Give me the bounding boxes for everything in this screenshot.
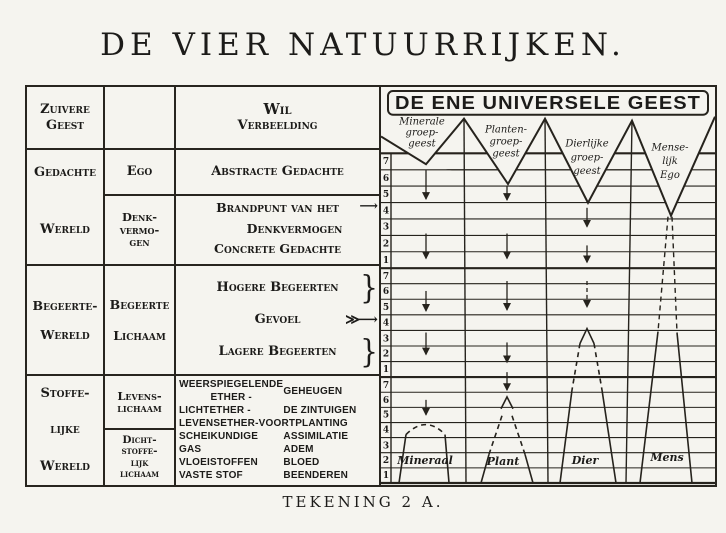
- four-kingdoms-table: [25, 85, 717, 487]
- ether-row: SCHEIKUNDIGE ASSIMILATIE: [179, 431, 349, 442]
- faculty-line: Hogere Begeerten }: [216, 268, 378, 307]
- plant-form-outline: [481, 397, 533, 483]
- faculty-line: Abstracte Gedachte: [211, 164, 344, 179]
- cell-zuivere-geest: [27, 87, 105, 150]
- cell-begeerte-wereld: [27, 266, 105, 376]
- ether-row: LICHTETHER - DE ZINTUIGEN: [179, 405, 357, 416]
- ether-row: WEERSPIEGELENDE ETHER - GEHEUGEN: [179, 379, 343, 403]
- ether-row: VLOEISTOFFEN BLOED: [179, 457, 320, 468]
- svg-text:1: 1: [382, 256, 390, 267]
- group-label-line: lijk: [662, 156, 678, 168]
- world-label-line: lijke: [50, 422, 80, 438]
- ether-row: GAS ADEM: [179, 444, 314, 455]
- group-label-line: Dierlijke: [565, 138, 609, 150]
- vehicle-label-line: lijk: [130, 456, 149, 469]
- world-label-line: Wereld: [40, 458, 90, 474]
- group-label-line: geest: [573, 166, 601, 178]
- faculty-line: Wil: [263, 101, 292, 118]
- cell-levenslichaam: [105, 376, 176, 430]
- cell-empty: [105, 87, 176, 150]
- vehicle-label-line: lichaam: [120, 468, 159, 480]
- svg-text:3: 3: [382, 334, 390, 345]
- svg-text:1: 1: [382, 471, 390, 482]
- ether-row: VASTE STOF BEENDEREN: [179, 470, 348, 481]
- group-label-line: groep-: [570, 152, 604, 164]
- vehicle-label: Ego: [126, 164, 153, 179]
- cell-denkvermogen: [105, 196, 176, 266]
- svg-text:6: 6: [382, 174, 390, 185]
- svg-text:4: 4: [382, 206, 390, 217]
- faculty-line: Lagere Begeerten }: [218, 332, 378, 371]
- cell-abstracte-gedachte: [176, 150, 381, 196]
- world-label-line: Wereld: [40, 221, 90, 237]
- vehicle-label-line: gen: [129, 235, 150, 250]
- right-arrow-icon: ≫⟶: [345, 312, 376, 328]
- svg-text:5: 5: [382, 189, 390, 200]
- cell-begeerten: [176, 266, 381, 376]
- svg-text:2: 2: [382, 349, 390, 360]
- faculty-line: Gevoel ≫⟶: [254, 312, 376, 328]
- group-label-line: Ego: [660, 170, 680, 182]
- group-label-line: geest: [408, 138, 436, 150]
- world-label-line: Geest: [45, 117, 85, 133]
- ether-row: LEVENSETHER-VOORTPLANTING: [179, 418, 348, 429]
- vehicle-label-line: lichaam: [117, 401, 162, 415]
- banner-title: DE ENE UNIVERSELE GEEST: [395, 92, 701, 114]
- svg-text:5: 5: [382, 410, 390, 421]
- svg-text:4: 4: [382, 318, 390, 329]
- group-label-line: geest: [492, 148, 520, 160]
- cell-wil-verbeelding: [176, 87, 381, 150]
- world-label-line: Gedachte: [34, 164, 96, 180]
- figure-caption: TEKENING 2 A.: [282, 493, 444, 511]
- level-numbers: [383, 157, 389, 481]
- vehicle-label-line: Lichaam: [113, 328, 166, 343]
- group-label-line: groep-: [489, 136, 523, 148]
- cell-ego: [105, 150, 176, 196]
- svg-text:4: 4: [382, 425, 390, 436]
- kingdom-label: Mens: [650, 451, 684, 465]
- cell-concrete-gedachte: [176, 196, 381, 266]
- world-label-line: Begeerte-: [32, 298, 98, 313]
- vehicle-label-line: vermo-: [119, 222, 160, 237]
- vehicle-label-line: stoffe-: [121, 445, 158, 457]
- vehicle-label-line: Begeerte: [109, 297, 170, 312]
- cell-begeerte-lichaam: [105, 266, 176, 376]
- svg-text:1: 1: [382, 365, 390, 376]
- kingdom-label: Plant: [486, 455, 520, 469]
- svg-text:5: 5: [382, 302, 390, 313]
- vehicle-label-line: Denk-: [121, 210, 158, 225]
- group-label-line: Planten-: [484, 124, 528, 136]
- cell-stoffelijke-wereld: [27, 376, 105, 485]
- svg-text:3: 3: [382, 441, 390, 452]
- svg-text:6: 6: [382, 395, 390, 406]
- spirit-descent-panel: [381, 87, 715, 485]
- kingdom-label: Mineraal: [397, 454, 453, 468]
- faculty-line: Denkvermogen: [246, 220, 343, 236]
- faculty-line: Concrete Gedachte: [214, 241, 341, 256]
- svg-text:7: 7: [382, 381, 390, 391]
- svg-text:2: 2: [382, 456, 390, 467]
- group-label-line: Minerale: [399, 116, 445, 128]
- svg-text:6: 6: [382, 286, 390, 297]
- world-label-line: Zuivere: [40, 101, 90, 117]
- svg-text:7: 7: [382, 157, 390, 168]
- kingdom-labels: [396, 451, 683, 468]
- svg-text:3: 3: [382, 222, 390, 233]
- vehicle-label-line: Dicht-: [122, 433, 157, 446]
- group-label-line: groep-: [405, 127, 439, 139]
- kingdom-label: Dier: [571, 454, 599, 468]
- descent-diagram: [381, 87, 715, 485]
- faculty-line: Verbeelding: [237, 118, 318, 133]
- group-label-line: Mense-: [651, 142, 689, 154]
- vehicle-label-line: Levens-: [117, 388, 162, 403]
- page-title: DE VIER NATUURRIJKEN.: [100, 27, 626, 63]
- cell-dichtstoffelijk-lichaam: [105, 430, 176, 485]
- right-arrow-icon: ⟶: [359, 199, 378, 214]
- svg-text:7: 7: [382, 272, 390, 283]
- world-label-line: Stoffe-: [40, 386, 90, 402]
- cell-ethers-functions: [176, 376, 381, 485]
- cell-gedachte-wereld: [27, 150, 105, 266]
- faculty-line: Brandpunt van het ⟶: [216, 199, 378, 215]
- svg-text:2: 2: [382, 239, 390, 250]
- world-label-line: Wereld: [40, 327, 90, 342]
